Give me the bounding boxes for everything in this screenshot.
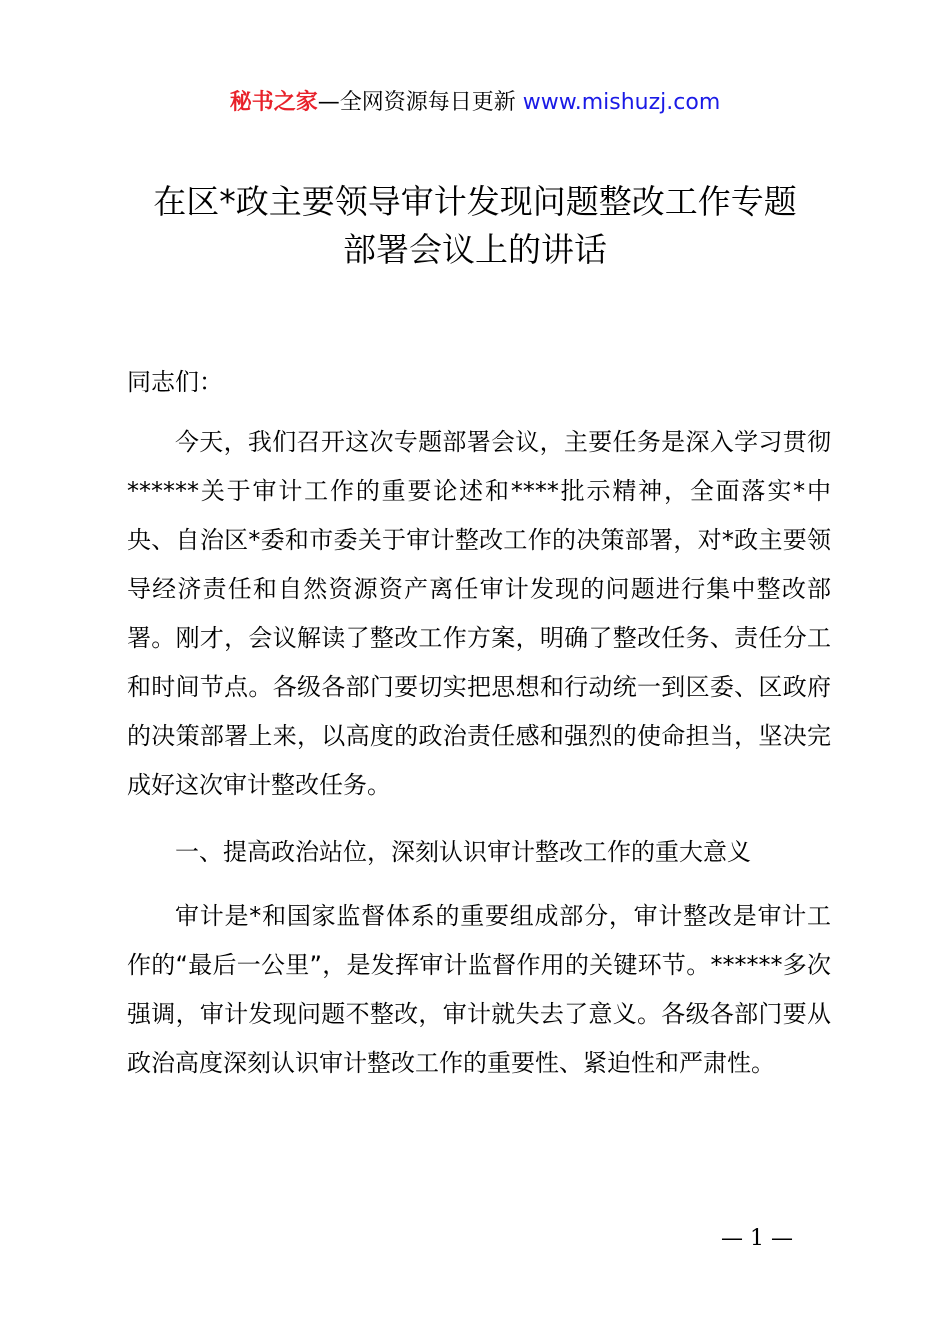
title-line-1: 在区*政主要领导审计发现问题整改工作专题 — [153, 182, 797, 221]
document-title — [0, 178, 950, 274]
website-link[interactable]: www.mishuzj.com — [522, 90, 721, 115]
title-line-2: 部署会议上的讲话 — [343, 230, 607, 269]
brand-name: 秘书之家 — [229, 90, 318, 115]
section-heading-1: 一、提高政治站位，深刻认识审计整改工作的重大意义 — [175, 838, 751, 866]
page-number: — 1 — — [721, 1226, 793, 1251]
site-header — [0, 86, 950, 120]
paragraph-intro: 今天，我们召开这次专题部署会议，主要任务是深入学习贯彻******关于审计工作的重要论述和****批示精神，全面落实*中央、自治区*委和市委关于审计整改工作的决策部署，对*政主要领导经济责任和自然资源资产离任审计发现的问题进行集中整改部署。刚才，会议解读了整改工作方案，明确了整改任务、责任分工和时间节点。各级各部门要切实把思想和行动统一到区委、区政府的决策部署上来，以高度的政治责任感和强烈的使命担当，坚决完成好这次审计整改任务。 — [127, 428, 831, 799]
header-tagline: —全网资源每日更新 — [317, 90, 523, 115]
salutation: 同志们： — [127, 368, 223, 396]
paragraph-section-1: 审计是*和国家监督体系的重要组成部分，审计整改是审计工作的“最后一公里”，是发挥审计监督作用的关键环节。******多次强调，审计发现问题不整改，审计就失去了意义。各级各部门要从政治高度深刻认识审计整改工作的重要性、紧迫性和严肃性。 — [127, 902, 831, 1077]
